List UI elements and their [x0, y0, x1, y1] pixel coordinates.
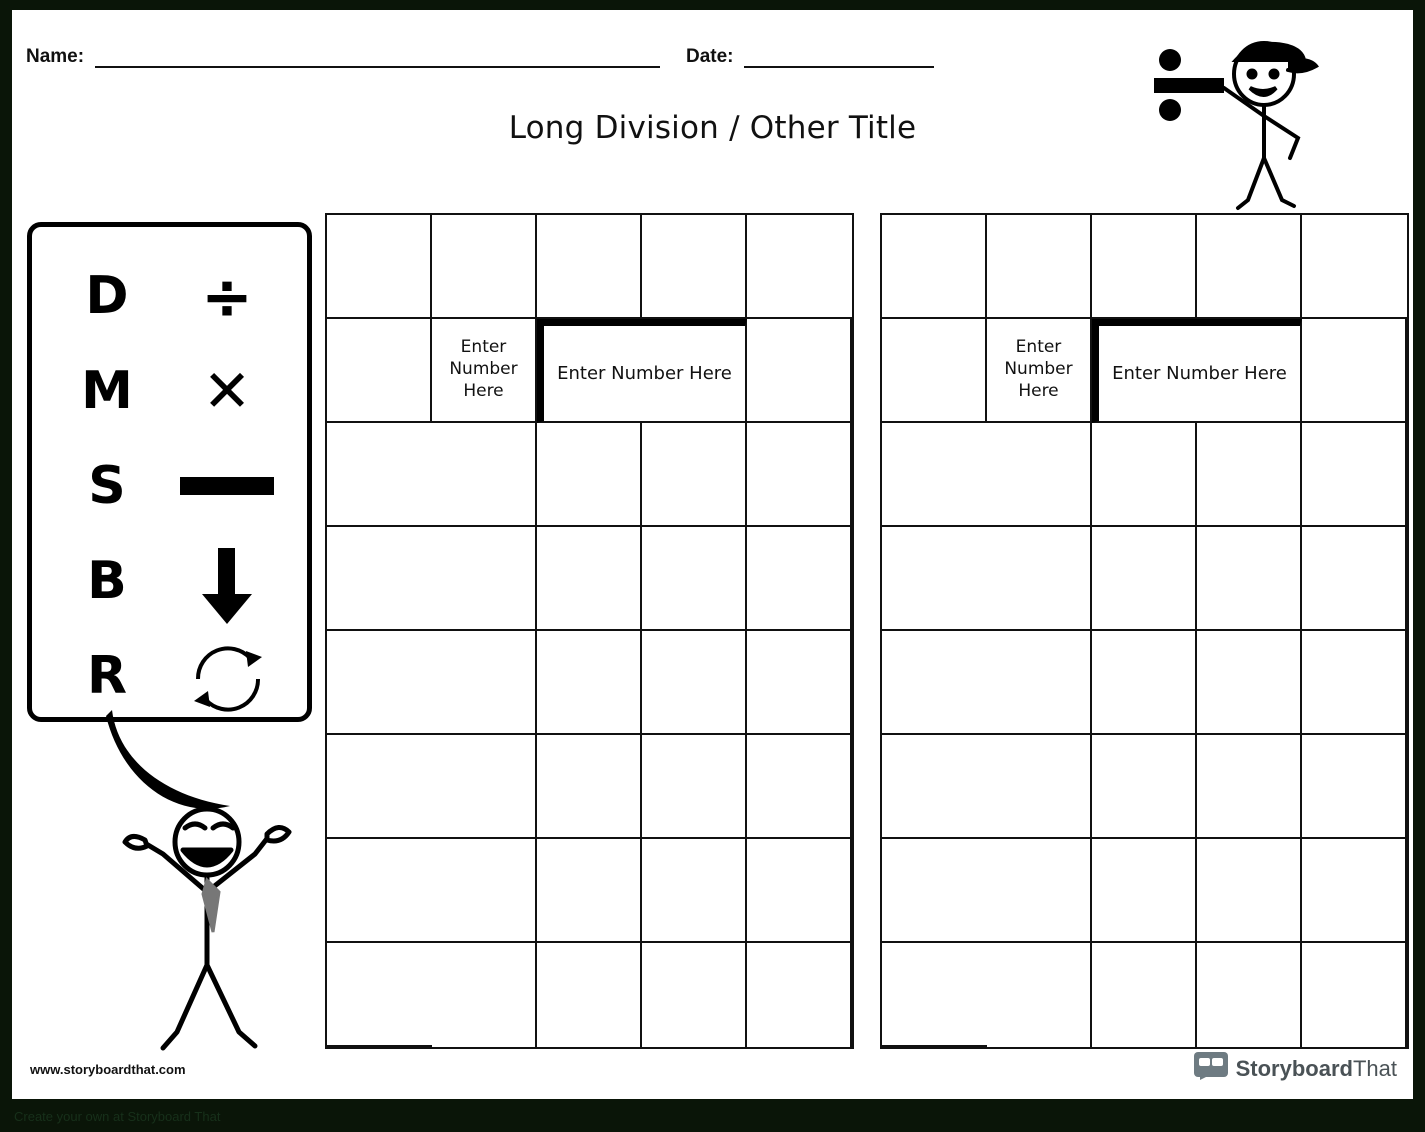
grid-cell[interactable]	[1302, 527, 1407, 631]
grid-cell[interactable]	[987, 839, 1092, 943]
stick-figure-with-division-sign	[1152, 30, 1332, 215]
footer-url[interactable]: www.storyboardthat.com	[30, 1062, 186, 1077]
grid-cell[interactable]	[432, 527, 537, 631]
grid-cell[interactable]	[747, 423, 852, 527]
grid-cell[interactable]	[432, 631, 537, 735]
grid-cell[interactable]	[642, 527, 747, 631]
grid-cell[interactable]	[1197, 527, 1302, 631]
dmsbr-letter-m: M	[81, 361, 133, 421]
grid-cell[interactable]	[537, 839, 642, 943]
grid-cell[interactable]	[327, 735, 432, 839]
problem-grid-2[interactable]	[880, 213, 1409, 1049]
page-title[interactable]: Long Division / Other Title	[508, 110, 917, 146]
grid-cell[interactable]	[1092, 839, 1197, 943]
brand-name-light: That	[1352, 1055, 1397, 1081]
dmsbr-letter-d: D	[85, 266, 129, 326]
grid-cell[interactable]	[327, 839, 432, 943]
grid-cell[interactable]	[882, 943, 987, 1047]
grid-cell[interactable]	[1197, 631, 1302, 735]
brand-name-bold: Storyboard	[1235, 1055, 1353, 1081]
dividend-input-1[interactable]: Enter Number Here	[537, 319, 747, 423]
grid-cell[interactable]	[432, 215, 537, 319]
divisor-input-1[interactable]: Enter Number Here	[432, 319, 537, 423]
grid-cell[interactable]	[1302, 943, 1407, 1047]
grid-cell[interactable]	[747, 735, 852, 839]
grid-cell[interactable]	[642, 839, 747, 943]
grid-cell[interactable]	[747, 631, 852, 735]
grid-cell[interactable]	[327, 423, 432, 527]
grid-cell[interactable]	[327, 527, 432, 631]
grid-cell[interactable]	[642, 735, 747, 839]
dmsbr-letter-b: B	[87, 551, 127, 611]
grid-cell[interactable]	[1197, 943, 1302, 1047]
dmsbr-letters	[72, 249, 142, 724]
grid-cell[interactable]	[1092, 527, 1197, 631]
grid-cell[interactable]	[642, 943, 747, 1047]
grid-cell[interactable]	[432, 735, 537, 839]
grid-cell[interactable]	[537, 215, 642, 319]
dividend-input-2[interactable]: Enter Number Here	[1092, 319, 1302, 423]
grid-cell[interactable]	[1197, 215, 1302, 319]
grid-cell[interactable]	[537, 735, 642, 839]
name-date-row	[26, 46, 966, 76]
grid-cell[interactable]	[987, 215, 1092, 319]
grid-cell[interactable]	[987, 527, 1092, 631]
grid-cell[interactable]	[327, 631, 432, 735]
storyboardthat-logo[interactable]	[1194, 1052, 1397, 1085]
grid-cell[interactable]	[882, 839, 987, 943]
dmsbr-letter-r: R	[86, 646, 128, 706]
grid-cell[interactable]	[537, 943, 642, 1047]
grid-cell[interactable]	[747, 527, 852, 631]
divisor-input-2[interactable]: Enter Number Here	[987, 319, 1092, 423]
stick-figure-cheering	[107, 780, 327, 1070]
grid-cell[interactable]	[747, 943, 852, 1047]
dmsbr-letter-s: S	[88, 456, 126, 516]
grid-cell[interactable]	[987, 423, 1092, 527]
grid-cell[interactable]	[327, 319, 432, 423]
grid-cell[interactable]	[1092, 631, 1197, 735]
grid-cell[interactable]	[537, 527, 642, 631]
grid-cell[interactable]	[432, 943, 537, 1047]
worksheet-page	[12, 10, 1413, 1099]
grid-cell[interactable]	[1302, 423, 1407, 527]
grid-cell[interactable]	[1302, 735, 1407, 839]
grid-cell[interactable]	[1092, 735, 1197, 839]
dmsbr-reminder-box	[27, 222, 312, 722]
grid-cell[interactable]	[1302, 631, 1407, 735]
problem-grid-1[interactable]	[325, 213, 854, 1049]
grid-cell[interactable]	[882, 735, 987, 839]
grid-cell[interactable]	[987, 943, 1092, 1047]
grid-cell[interactable]	[1302, 215, 1407, 319]
grid-cell[interactable]	[642, 631, 747, 735]
grid-cell[interactable]	[747, 839, 852, 943]
grid-cell[interactable]	[987, 631, 1092, 735]
grid-cell[interactable]	[1092, 215, 1197, 319]
grid-cell[interactable]	[642, 423, 747, 527]
grid-cell[interactable]	[1092, 423, 1197, 527]
grid-cell[interactable]	[642, 215, 747, 319]
grid-cell[interactable]	[882, 215, 987, 319]
grid-cell[interactable]	[1197, 839, 1302, 943]
grid-cell[interactable]	[1197, 423, 1302, 527]
divide-icon: ÷	[201, 260, 253, 333]
grid-cell[interactable]	[432, 839, 537, 943]
grid-cell[interactable]	[1197, 735, 1302, 839]
date-label: Date:	[685, 46, 734, 67]
grid-cell[interactable]	[747, 215, 852, 319]
multiply-icon: ✕	[202, 357, 252, 425]
bottom-note-bar	[0, 1102, 1425, 1132]
grid-cell[interactable]	[987, 735, 1092, 839]
dmsbr-operations	[172, 249, 282, 724]
grid-cell[interactable]	[882, 631, 987, 735]
grid-cell[interactable]	[882, 527, 987, 631]
subtract-icon	[172, 439, 282, 534]
speech-bubble-icon	[1194, 1052, 1228, 1085]
grid-cell[interactable]	[537, 631, 642, 735]
grid-cell[interactable]	[1302, 839, 1407, 943]
grid-cell[interactable]	[882, 423, 987, 527]
grid-cell[interactable]	[432, 423, 537, 527]
grid-cell[interactable]	[1092, 943, 1197, 1047]
grid-cell[interactable]	[747, 319, 852, 423]
name-label: Name:	[26, 46, 85, 67]
grid-cell[interactable]	[882, 319, 987, 423]
bottom-note: Create your own at Storyboard That	[14, 1109, 221, 1124]
grid-cell[interactable]	[327, 943, 432, 1047]
grid-cell[interactable]	[537, 423, 642, 527]
name-input-line[interactable]	[95, 48, 660, 68]
bring-down-arrow-icon	[172, 534, 282, 629]
grid-cell[interactable]	[327, 215, 432, 319]
date-input-line[interactable]	[744, 48, 934, 68]
grid-cell[interactable]	[1302, 319, 1407, 423]
